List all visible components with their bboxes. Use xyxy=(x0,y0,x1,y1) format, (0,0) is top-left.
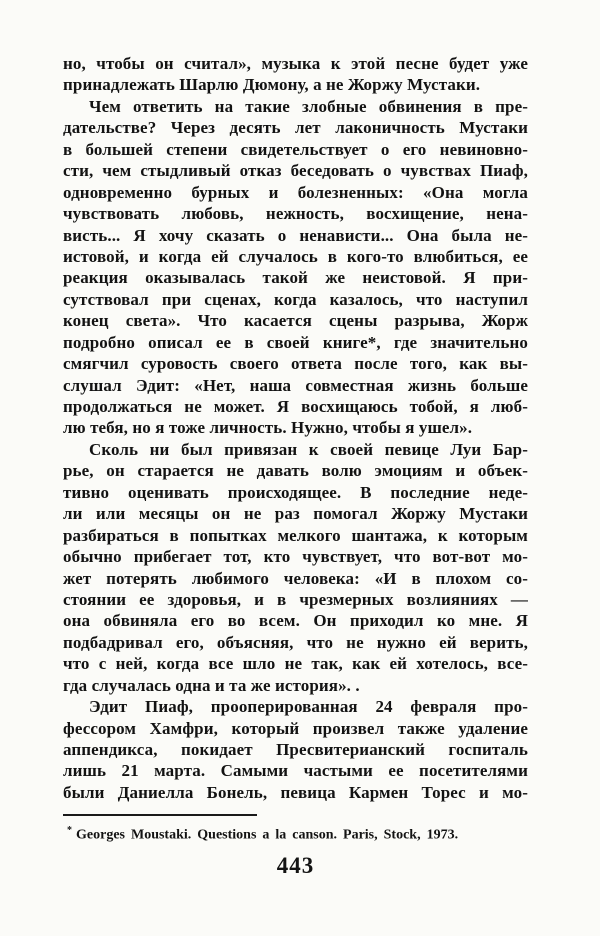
text-line: подбадривал его, объясняя, что не нужно ей верить, xyxy=(63,632,528,652)
text-line: гда случалась одна и та же история». . xyxy=(63,675,360,695)
text-line: были Даниелла Бонель, певица Кармен Торес и мо- xyxy=(63,782,528,802)
text-line: что с ней, когда все шло не так, как ей хотелось, все- xyxy=(63,654,528,674)
page-number: 443 xyxy=(276,853,315,878)
text-line: реакция оказывалась такой же неистовой. Я при- xyxy=(63,268,528,288)
text-line: сти, чем стыдливый отказ беседовать о чувствах Пиаф, xyxy=(63,161,528,181)
text-line: истовой, и когда ей случалось в кого-то влюбиться, ее xyxy=(63,246,528,266)
text-line: смягчил суровость своего ответа после того, как вы- xyxy=(63,354,528,374)
text-line: слушал Эдит: «Нет, наша совместная жизнь больше xyxy=(63,375,528,395)
text-line: конец света». Что касается сцены разрыва, Жорж xyxy=(63,311,528,331)
text-line: обычно прибегает тот, кто чувствует, что вот-вот мо- xyxy=(63,547,528,567)
text-line: в большей степени свидетельствует о его невиновно- xyxy=(63,139,528,159)
text-line: дательстве? Через десять лет лаконичность Мустаки xyxy=(63,118,528,138)
text-line: жет потерять любимого человека: «И в плохом со- xyxy=(63,568,528,588)
text-line: принадлежать Шарлю Дюмону, а не Жоржу Мустаки. xyxy=(63,75,481,95)
text-line: аппендикса, покидает Пресвитерианский госпиталь xyxy=(63,740,528,759)
text-line: разбираться в попытках мелкого шантажа, к которым xyxy=(63,525,528,545)
text-line: Эдит Пиаф, прооперированная 24 февраля про- xyxy=(89,697,528,717)
footnote-marker: * xyxy=(67,825,72,836)
text-line: лю тебя, но я тоже личность. Нужно, чтобы я ушел». xyxy=(63,418,473,438)
footnote xyxy=(63,822,528,845)
text-line: стоянии ее здоровья, и в чрезмерных возлияниях — xyxy=(63,589,528,609)
text-line: чувствовать любовь, нежность, восхищение, нена- xyxy=(63,204,528,224)
text-line: сутствовал при сценах, когда казалось, что наступил xyxy=(63,289,528,309)
text-line: продолжаться не может. Я восхищаюсь тобой, я люб- xyxy=(63,397,528,416)
text-line: одновременно бурных и болезненных: «Она могла xyxy=(63,182,528,202)
text-line: лишь 21 марта. Самыми частыми ее посетителями xyxy=(63,761,528,781)
text-line: рье, он старается не давать волю эмоциям и объек- xyxy=(63,461,528,481)
footnote-divider xyxy=(63,814,257,816)
text-line: но, чтобы он считал», музыка к этой песне будет уже xyxy=(63,54,528,73)
text-line: Чем ответить на такие злобные обвинения в пре- xyxy=(89,96,528,116)
text-line: подробно описал ее в своей книге*, где значительно xyxy=(63,332,528,352)
text-line: фессором Хамфри, который произвел также удаление xyxy=(63,718,528,738)
text-line: тивно оценивать происходящее. В последние неде- xyxy=(63,482,528,502)
footnote-text: Georges Moustaki. Questions a la canson. Paris, Stock, 1973. xyxy=(76,827,459,843)
text-line: ли или месяцы он не раз помогал Жоржу Мустаки xyxy=(63,504,528,524)
text-line: она обвиняла его во всем. Он приходил ко мне. Я xyxy=(63,611,528,631)
text-line: Сколь ни был привязан к своей певице Луи Бар- xyxy=(89,439,528,459)
body-text xyxy=(63,53,528,803)
text-line: висть... Я хочу сказать о ненависти... Она была не- xyxy=(63,225,528,245)
